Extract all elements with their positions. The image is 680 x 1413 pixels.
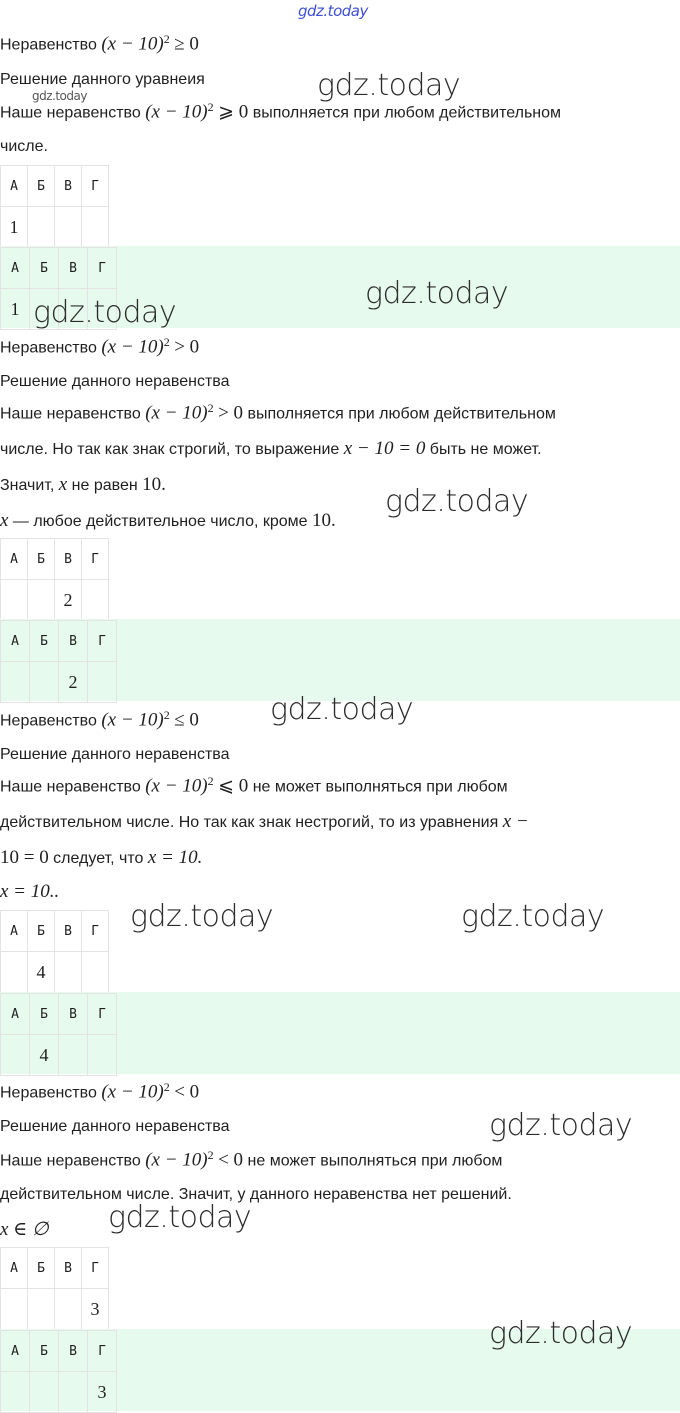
explanation-3-cont: действительном числе. Но так как знак нестрогий, то из уравнения x − — [0, 811, 529, 832]
explanation-4: Наше неравенство $(x - 10)^2 < 0$ не может выполняться при любом — [0, 1148, 503, 1171]
col-header-g: Г — [88, 621, 117, 662]
col-header-v: В — [59, 621, 88, 662]
explanation-4-cont: действительном числе. Значит, у данного неравенства нет решений. — [0, 1186, 512, 1203]
answer-cell: 3 — [82, 1289, 109, 1330]
inequality-3: Неравенство $(x - 10)^2 \le 0$ — [0, 708, 199, 731]
answer-table-3 — [0, 910, 109, 993]
solution-heading-4: Решение данного неравенства — [0, 1118, 230, 1135]
answer-table-1 — [0, 165, 109, 248]
solution-heading-2: Решение данного неравенства — [0, 373, 230, 390]
solution-heading-1: Решение данного уравнеия — [0, 71, 205, 88]
inequality-4: Неравенство $(x - 10)^2 < 0$ — [0, 1080, 200, 1103]
explanation-2: Наше неравенство $(x - 10)^2 > 0$ выполняется при любом действительном — [0, 401, 556, 424]
answer-table-4 — [0, 1247, 109, 1330]
answer-table-2 — [0, 538, 109, 621]
col-header-a: А — [1, 248, 30, 289]
watermark: gdz.today — [317, 68, 461, 103]
explanation-1: Наше неравенство $(x - 10)^2$ ⩾ 0 выполняется при любом действительном — [0, 100, 562, 123]
explanation-3: Наше неравенство $(x - 10)^2$ ⩽ 0 не может выполняться при любом — [0, 774, 508, 797]
col-header-a: А — [1, 539, 28, 580]
watermark: gdz.today — [489, 1316, 633, 1351]
answer-table-3-highlight — [0, 993, 117, 1076]
watermark: gdz.today — [33, 295, 177, 330]
watermark: gdz.today — [489, 1108, 633, 1143]
watermark: gdz.today — [270, 692, 414, 727]
explanation-1-cont: числе. — [0, 138, 48, 155]
col-header-v: В — [59, 1331, 88, 1372]
col-header-b: Б — [30, 248, 59, 289]
answer-cell: 4 — [30, 1035, 59, 1076]
explanation-2-cont: числе. Но так как знак строгий, то выражение x − 10 = 0 быть не может. — [0, 438, 542, 459]
col-header-v: В — [59, 994, 88, 1035]
col-header-v: В — [59, 248, 88, 289]
col-header-a: А — [1, 621, 30, 662]
col-header-a: А — [1, 994, 30, 1035]
col-header-b: Б — [30, 1331, 59, 1372]
answer-cell: 1 — [1, 289, 30, 330]
col-header-a: А — [1, 1248, 28, 1289]
answer-cell: 2 — [55, 580, 82, 621]
col-header-b: Б — [28, 166, 55, 207]
col-header-g: Г — [88, 994, 117, 1035]
answer-text-4: x ∈ ∅ — [0, 1219, 49, 1240]
watermark-small: gdz.today — [32, 89, 87, 103]
col-header-v: В — [55, 539, 82, 580]
answer-table-4-highlight — [0, 1330, 117, 1413]
explanation-3-cont2: 10 = 0 следует, что x = 10. — [0, 847, 203, 868]
col-header-g: Г — [82, 911, 109, 952]
answer-table-2-highlight — [0, 620, 117, 703]
answer-cell: 1 — [1, 207, 28, 248]
col-header-v: В — [55, 166, 82, 207]
col-header-g: Г — [88, 248, 117, 289]
col-header-b: Б — [28, 1248, 55, 1289]
answer-cell: 4 — [28, 952, 55, 993]
watermark: gdz.today — [385, 484, 529, 519]
watermark: gdz.today — [130, 899, 274, 934]
answer-text-3: x = 10.. — [0, 881, 60, 902]
watermark: gdz.today — [365, 276, 509, 311]
inequality-2: Неравенство $(x - 10)^2 > 0$ — [0, 335, 200, 358]
col-header-b: Б — [28, 539, 55, 580]
inequality-1: Неравенство $(x - 10)^2 \ge 0$ — [0, 32, 199, 55]
answer-cell: 3 — [88, 1372, 117, 1413]
watermark: gdz.today — [461, 899, 605, 934]
answer-cell: 2 — [59, 662, 88, 703]
col-header-b: Б — [30, 621, 59, 662]
watermark-top: gdz.today — [298, 2, 368, 20]
col-header-g: Г — [82, 1248, 109, 1289]
col-header-v: В — [55, 911, 82, 952]
watermark: gdz.today — [108, 1200, 252, 1235]
col-header-g: Г — [82, 166, 109, 207]
col-header-a: А — [1, 1331, 30, 1372]
col-header-b: Б — [30, 994, 59, 1035]
col-header-b: Б — [28, 911, 55, 952]
explanation-2-conclusion: Значит, x не равен 10. — [0, 474, 166, 495]
col-header-v: В — [55, 1248, 82, 1289]
col-header-g: Г — [88, 1331, 117, 1372]
answer-text-2: x — любое действительное число, кроме 10. — [0, 510, 336, 531]
col-header-g: Г — [82, 539, 109, 580]
col-header-a: А — [1, 166, 28, 207]
col-header-a: А — [1, 911, 28, 952]
solution-heading-3: Решение данного неравенства — [0, 746, 230, 763]
